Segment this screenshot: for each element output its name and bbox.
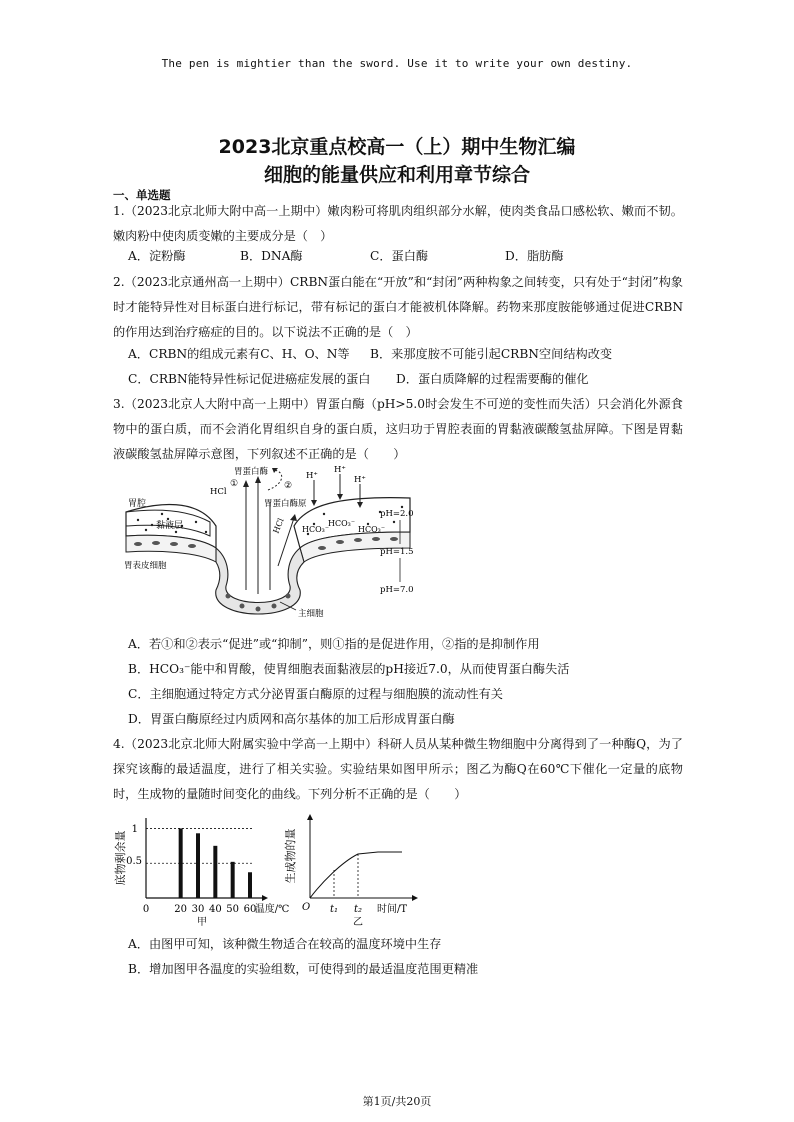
label-surface-cell: 胃表皮细胞 (124, 561, 167, 571)
q4-option-b: B．增加图甲各温度的实验组数，可使得到的最适温度范围更精准 (128, 962, 479, 976)
label-hco3-3: HCO₃⁻ (358, 525, 386, 534)
chart-product-vs-time (282, 812, 432, 928)
chart-a-xlabel: 温度/℃ (254, 904, 290, 915)
label-lumen: 胃腔 (128, 499, 147, 509)
chart-b-xtick-t1: t₁ (329, 904, 339, 915)
q2-option-a: A．CRBN的组成元素有C、H、O、N等 (128, 347, 350, 361)
label-ph-1: pH=2.0 (380, 509, 414, 519)
q1-option-a: A．淀粉酶 (128, 249, 186, 263)
gastric-pit (216, 548, 304, 614)
epithelial-cells (126, 535, 216, 562)
label-ph-2: pH=1.5 (380, 547, 414, 557)
chart-a-ytick-05: 0.5 (126, 856, 142, 867)
chart-a-xtick-0: 0 (142, 904, 150, 915)
label-hcl-diagonal: HCl (271, 516, 286, 535)
motto: The pen is mightier than the sword. Use it to write your own destiny. (161, 57, 633, 70)
question-3-stem: 3.（2023北京人大附中高一上期中）胃蛋白酶（pH>5.0时会发生不可逆的变性而失活）只会消化外源食物中的蛋白质，而不会消化胃组织自身的蛋白质，这归功于胃腔表面的胃黏液碳酸氢盐屏障。下图是胃黏液碳酸氢盐屏障示意图，下列叙述不正确的是（ ） (113, 397, 683, 461)
chart-b-title: 乙 (353, 917, 363, 928)
page-title: 2023北京重点校高一（上）期中生物汇编 (218, 136, 576, 158)
q1-option-d: D．脂肪酶 (505, 249, 564, 263)
q3-option-d: D．胃蛋白酶原经过内质网和高尔基体的加工后形成胃蛋白酶 (128, 712, 455, 726)
q3-option-a: A．若①和②表示“促进”或“抑制”，则①指的是促进作用，②指的是抑制作用 (128, 637, 540, 651)
label-pepsinogen: 胃蛋白酶原 (264, 499, 307, 509)
chart-a-title: 甲 (197, 917, 207, 928)
chart-b-ylabel: 生成物的量 (284, 828, 297, 884)
gastric-barrier-diagram (118, 462, 418, 622)
q3-option-c: C．主细胞通过特定方式分泌胃蛋白酶原的过程与细胞膜的流动性有关 (128, 687, 503, 701)
chart-a-ytick-1: 1 (131, 824, 138, 835)
chart-a-xtick: 50 (226, 904, 240, 915)
q2-option-c: C．CRBN能特异性标记促进癌症发展的蛋白 (128, 372, 371, 386)
chart-a-xtick: 20 (174, 904, 188, 915)
label-circle-1: ① (230, 479, 239, 489)
q2-option-b: B．来那度胺不可能引起CRBN空间结构改变 (370, 347, 613, 361)
label-h-plus-1: H⁺ (306, 471, 318, 481)
label-mucus: 黏液层 (156, 521, 184, 531)
chart-b-curve (310, 852, 402, 898)
label-h-plus-2: H⁺ (334, 465, 346, 475)
chart-b-xtick-t2: t₂ (353, 904, 363, 915)
page-subtitle: 细胞的能量供应和利用章节综合 (263, 164, 530, 186)
chart-a-bar (213, 846, 217, 898)
label-circle-2: ② (284, 481, 293, 491)
chart-substrate-vs-temperature (112, 812, 292, 928)
label-hcl-left: HCl (210, 487, 227, 497)
q1-option-b: B．DNA酶 (240, 249, 303, 263)
chart-a-ylabel: 底物剩余量 (114, 830, 127, 886)
label-hco3-2: HCO₃⁻ (328, 519, 356, 528)
chart-b-xlabel: 时间/T (376, 904, 408, 915)
chart-a-bar (248, 872, 252, 898)
label-chief-cell: 主细胞 (298, 609, 324, 619)
question-2-stem: 2.（2023北京通州高一上期中）CRBN蛋白能在“开放”和“封闭”两种构象之间转变，只有处于“封闭”构象时才能特异性对目标蛋白进行标记，带有标记的蛋白才能被机体降解。药物来那度胺能够通过促进CRBN的作用达到治疗癌症的目的。以下说法不正确的是（ ） (113, 275, 683, 339)
question-1-stem: 1.（2023北京北师大附中高一上期中）嫩肉粉可将肌肉组织部分水解，使肉类食品口感松软、嫩而不韧。嫩肉粉中使肉质变嫩的主要成分是（ ） (113, 204, 683, 243)
label-h-plus-3: H⁺ (354, 475, 366, 485)
chart-a-bar (179, 828, 183, 898)
page-footer: 第1页/共20页 (362, 1095, 432, 1108)
chart-a-xtick: 40 (208, 904, 222, 915)
label-ph-3: pH=7.0 (380, 585, 414, 595)
q4-option-a: A．由图甲可知，该种微生物适合在较高的温度环境中生存 (128, 937, 442, 951)
label-pepsin: 胃蛋白酶 (234, 467, 269, 477)
label-hco3-1: HCO₃⁻ (302, 525, 330, 534)
section-heading: 一、单选题 (113, 188, 171, 202)
chart-a-xtick: 60 (243, 904, 257, 915)
q2-option-d: D．蛋白质降解的过程需要酶的催化 (396, 372, 589, 386)
question-4-stem: 4.（2023北京北师大附属实验中学高一上期中）科研人员从某种微生物细胞中分离得到了一种酶Q，为了探究该酶的最适温度，进行了相关实验。实验结果如图甲所示；图乙为酶Q在60℃下催化一定量的底物时，生成物的量随时间变化的曲线。下列分析不正确的是（ ） (113, 737, 683, 801)
chart-a-bar (196, 833, 200, 898)
q3-option-b: B．HCO₃⁻能中和胃酸，使胃细胞表面黏液层的pH接近7.0，从而使胃蛋白酶失活 (128, 662, 570, 676)
chart-b-origin: O (302, 902, 311, 913)
chart-a-xtick: 30 (191, 904, 205, 915)
chart-a-bar (231, 862, 235, 898)
q1-option-c: C．蛋白酶 (370, 249, 429, 263)
